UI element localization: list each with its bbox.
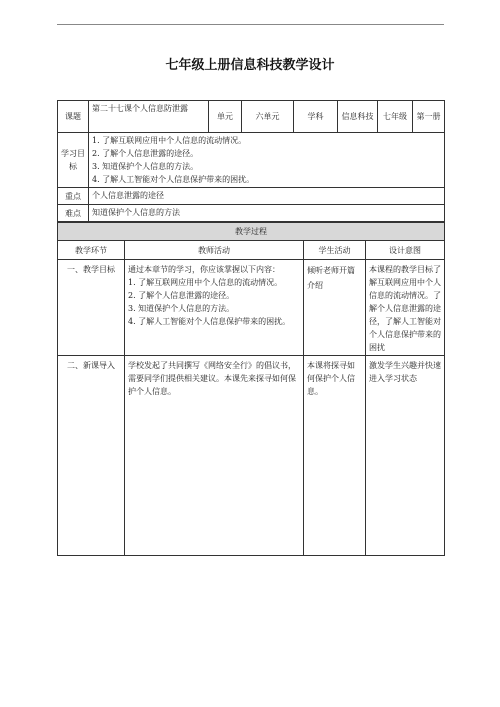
teacher-activity-line: 1. 了解互联网应用中个人信息的流动情况。 [128, 278, 283, 287]
table-row [58, 260, 445, 356]
top-rule [57, 24, 444, 25]
goal-item: 4. 了解人工智能对个人信息保护带来的困扰。 [92, 175, 255, 184]
grade-value: 七年级 [378, 101, 413, 133]
topic-value: 第二十七课个人信息防泄露 [89, 101, 209, 133]
topic-label: 课题 [58, 101, 89, 133]
column-header: 教学环节 [58, 241, 125, 260]
goals-label: 学习目标 [58, 133, 89, 188]
teacher-activity-line: 4. 了解人工智能对个人信息保护带来的困扰。 [128, 317, 291, 326]
key-point-label: 重点 [58, 188, 89, 205]
goal-item: 1. 了解互联网应用中个人信息的流动情况。 [92, 136, 247, 145]
goal-item: 2. 了解个人信息泄露的途径。 [92, 149, 199, 158]
volume-value: 第一册 [413, 101, 445, 133]
difficulty-row [58, 205, 445, 222]
goals-list [89, 133, 445, 188]
column-header: 教师活动 [125, 241, 304, 260]
difficulty-label: 难点 [58, 205, 89, 222]
table-row [58, 356, 445, 556]
subject-label: 学科 [294, 101, 338, 133]
key-point-value: 个人信息泄露的途径 [89, 188, 445, 205]
goals-row [58, 133, 445, 188]
student-activity-cell: 本课将探寻如何保护个人信息。 [304, 356, 366, 556]
goal-item: 3. 知道保护个人信息的方法。 [92, 162, 199, 171]
design-intent-cell: 本课程的教学目标了解互联网应用中个人信息的流动情况。了解个人信息泄露的途径，了解人工智能对个人信息保护带来的困扰 [366, 260, 445, 356]
column-header: 学生活动 [304, 241, 366, 260]
teacher-activity-cell [125, 260, 304, 356]
process-title-row [58, 223, 445, 241]
design-intent-cell: 激发学生兴趣并快速进入学习状态 [366, 356, 445, 556]
unit-label: 单元 [209, 101, 242, 133]
teacher-activity-line: 2. 了解个人信息泄露的途径。 [128, 291, 235, 300]
subject-value: 信息科技 [338, 101, 378, 133]
process-title: 教学过程 [58, 223, 445, 241]
process-table [57, 222, 445, 556]
teacher-activity-line: 3. 知道保护个人信息的方法。 [128, 304, 235, 313]
difficulty-value: 知道保护个人信息的方法 [89, 205, 445, 222]
stage-cell: 二、新课导入 [58, 356, 125, 556]
teacher-activity-line: 通过本章节的学习，你应该掌握以下内容： [128, 265, 280, 274]
stage-cell: 一、教学目标 [58, 260, 125, 356]
unit-value: 六单元 [242, 101, 294, 133]
document-title: 七年级上册信息科技教学设计 [165, 58, 335, 73]
key-point-row [58, 188, 445, 205]
process-header-row [58, 241, 445, 260]
teacher-activity-cell: 学校发起了共同撰写《网络安全行》的倡议书，需要同学们提供相关建议。本课先来探寻如何保护个人信息。 [125, 356, 304, 556]
column-header: 设计意图 [366, 241, 445, 260]
student-activity-cell: 倾听老师开篇介绍 [304, 260, 366, 356]
info-table [57, 100, 445, 222]
topic-row [58, 101, 445, 133]
